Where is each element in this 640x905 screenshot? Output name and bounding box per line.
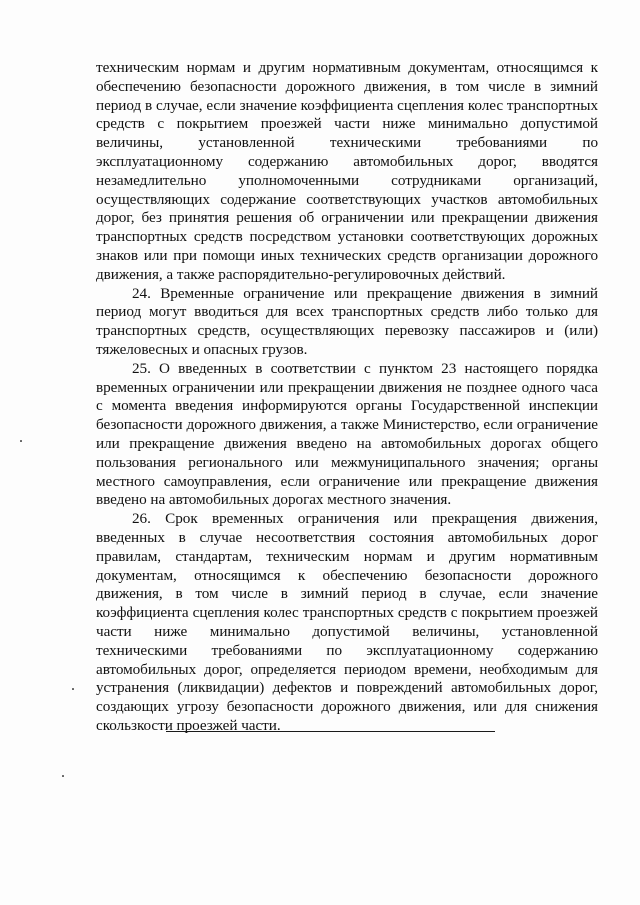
scan-speck: [62, 775, 64, 777]
paragraph-24: 24. Временные ограничение или прекращение движения в зимний период могут вводиться для всех транспортных средств либо только для транспортных средств, осуществляющих перевозку пассажиров и (или) тяжеловесных и опасных грузов.: [96, 284, 598, 358]
paragraph-continued: техническим нормам и другим нормативным документам, относящимся к обеспечению безопасности дорожного движения, в том числе в зимний период в случае, если значение коэффициента сцепления колес транспортных средств с покрытием проезжей части ниже минимально допустимой величины, установленной техническими требованиями по эксплуатационному содержанию автомобильных дорог, вводятся незамедлительно уполномоченными сотрудниками организаций, осуществляющих содержание соответствующих участков автомобильных дорог, без принятия решения об ограничении или прекращении движения транспортных средств посредством установки соответствующих дорожных знаков или при помощи иных технических средств организации дорожного движения, а также распорядительно-регулировочных действий.: [96, 59, 598, 283]
scan-speck: [20, 440, 22, 442]
paragraph-26: 26. Срок временных ограничения или прекращения движения, введенных в случае несоответствия состояния автомобильных дорог правилам, стандартам, техническим нормам и другим нормативным документам, относящимся к обеспечению безопасности дорожного движения, в том числе в зимний период в случае, если значение коэффициента сцепления колес транспортных средств с покрытием проезжей части ниже минимально допустимой величины, установленной техническими требованиями по эксплуатационному содержанию автомобильных дорог, определяется периодом времени, необходимым для устранения (ликвидации) дефектов и повреждений автомобильных дорог, создающих угрозу безопасности дорожного движения, или для снижения скользкости проезжей части.: [96, 510, 598, 734]
document-body: [96, 59, 598, 736]
scan-speck: [72, 688, 74, 690]
paragraph-25: 25. О введенных в соответствии с пунктом 23 настоящего порядка временных ограничении или прекращении движения не позднее одного часа с момента введения информируются органы Государственной инспекции безопасности дорожного движения, а также Министерство, если ограничение или прекращение движения введено на автомобильных дорогах общего пользования регионального или межмуниципального значения; органы местного самоуправления, если ограничение или прекращение движения введено на автомобильных дорогах местного значения.: [96, 359, 598, 509]
end-of-text-rule: [166, 731, 495, 732]
